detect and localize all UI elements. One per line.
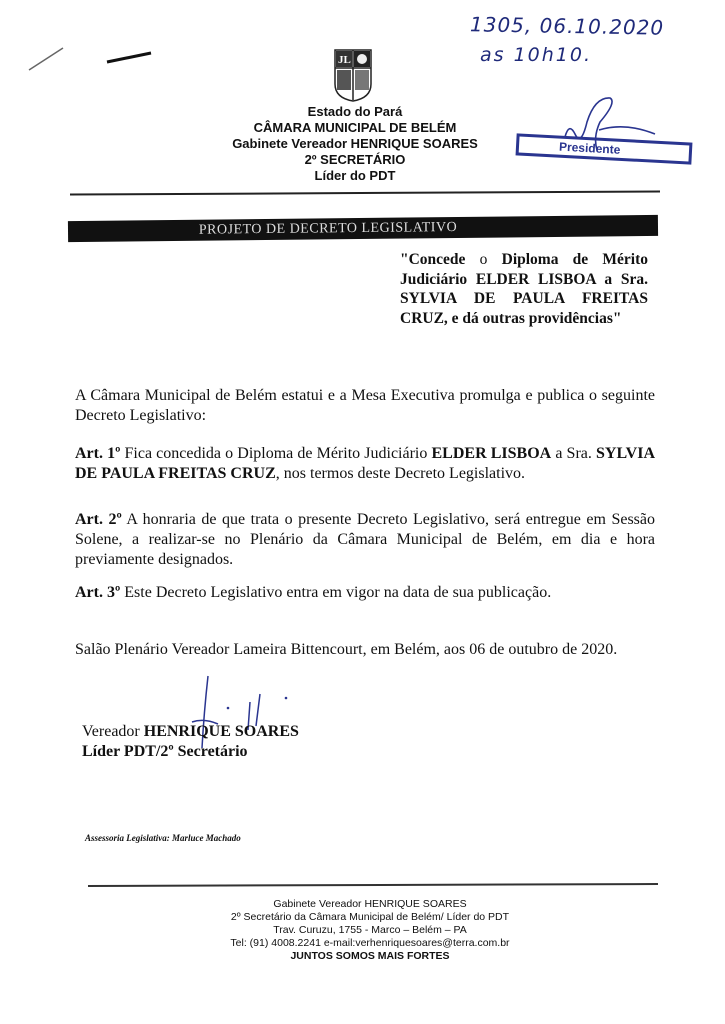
document-type-banner [68, 215, 658, 242]
footer [185, 898, 555, 963]
letterhead-position: 2º SECRETÁRIO [304, 152, 406, 167]
signatory-name: HENRIQUE SOARES [143, 723, 299, 740]
footer-contact: Tel: (91) 4008.2241 e-mail:verhenriquesoares@terra.com.br [230, 937, 510, 949]
signature-block [82, 722, 299, 762]
article-3 [75, 583, 655, 603]
ementa-text: o [465, 251, 502, 268]
footer-position: 2º Secretário da Câmara Municipal de Belém/ Líder do PDT [230, 911, 510, 923]
article-text: Fica concedida o Diploma de Mérito Judiciário [120, 445, 432, 462]
article-text: , nos termos deste Decreto Legislativo. [275, 465, 526, 482]
article-label: Art. 2º [75, 511, 122, 528]
article-2 [75, 510, 655, 570]
article-1 [75, 444, 655, 484]
header-divider [70, 190, 660, 195]
intro-paragraph: A Câmara Municipal de Belém estatui e a Mesa Executiva promulga e publica o seguinte Decreto Legislativo: [75, 387, 655, 424]
stamp-label: Presidente [558, 139, 621, 157]
letterhead [190, 104, 520, 184]
footer-motto: JUNTOS SOMOS MAIS FORTES [290, 950, 450, 962]
article-label: Art. 1º [75, 445, 121, 462]
footer-office: Gabinete Vereador HENRIQUE SOARES [273, 898, 467, 910]
footer-address: Trav. Curuzu, 1755 - Marco – Belém – PA [273, 924, 467, 936]
president-stamp [516, 133, 693, 164]
article-text: a Sra. [551, 445, 597, 462]
ementa-text: Diploma de Mérito Judiciário ELDER LISBOA a Sra. SYLVIA DE PAULA FREITAS CRUZ, e dá outras providências" [400, 251, 648, 327]
handwritten-protocol-number: 1305, 06.10.2020 [469, 12, 665, 40]
ementa-text: "Concede [400, 251, 466, 268]
honoree-diploma: ELDER LISBOA [431, 445, 552, 462]
letterhead-office: Gabinete Vereador HENRIQUE SOARES [232, 136, 478, 151]
article-text: Este Decreto Legislativo entra em vigor na data de sua publicação. [120, 584, 552, 601]
letterhead-chamber: CÂMARA MUNICIPAL DE BELÉM [253, 120, 457, 135]
letterhead-party: Líder do PDT [314, 168, 396, 183]
ementa [400, 250, 648, 328]
article-label: Art. 3º [75, 584, 121, 601]
footer-divider [88, 883, 658, 887]
closing-place-date: Salão Plenário Vereador Lameira Bittencourt, em Belém, aos 06 de outubro de 2020. [75, 641, 618, 658]
pen-stroke-mark [104, 50, 154, 70]
legislative-advisory-credit: Assessoria Legislativa: Marluce Machado [85, 833, 241, 843]
signatory-role: Líder PDT/2º Secretário [82, 743, 248, 760]
article-text: A honraria de que trata o presente Decreto Legislativo, será entregue em Sessão Solene, a realizar-se no Plenário da Câmara Municipal de Belém, em dia e hora previamente designados. [75, 511, 656, 568]
document-type-title: PROJETO DE DECRETO LEGISLATIVO [198, 220, 458, 238]
letterhead-state: Estado do Pará [307, 104, 403, 119]
signature-prefix: Vereador [82, 723, 144, 740]
coat-of-arms-icon [333, 48, 373, 102]
honoree-name: SYLVIA DE PAULA FREITAS CRUZ [75, 445, 656, 482]
pen-stroke-mark [26, 45, 66, 75]
svg-text:JL: JL [338, 54, 351, 66]
handwritten-protocol-time: as 10h10. [480, 44, 593, 66]
